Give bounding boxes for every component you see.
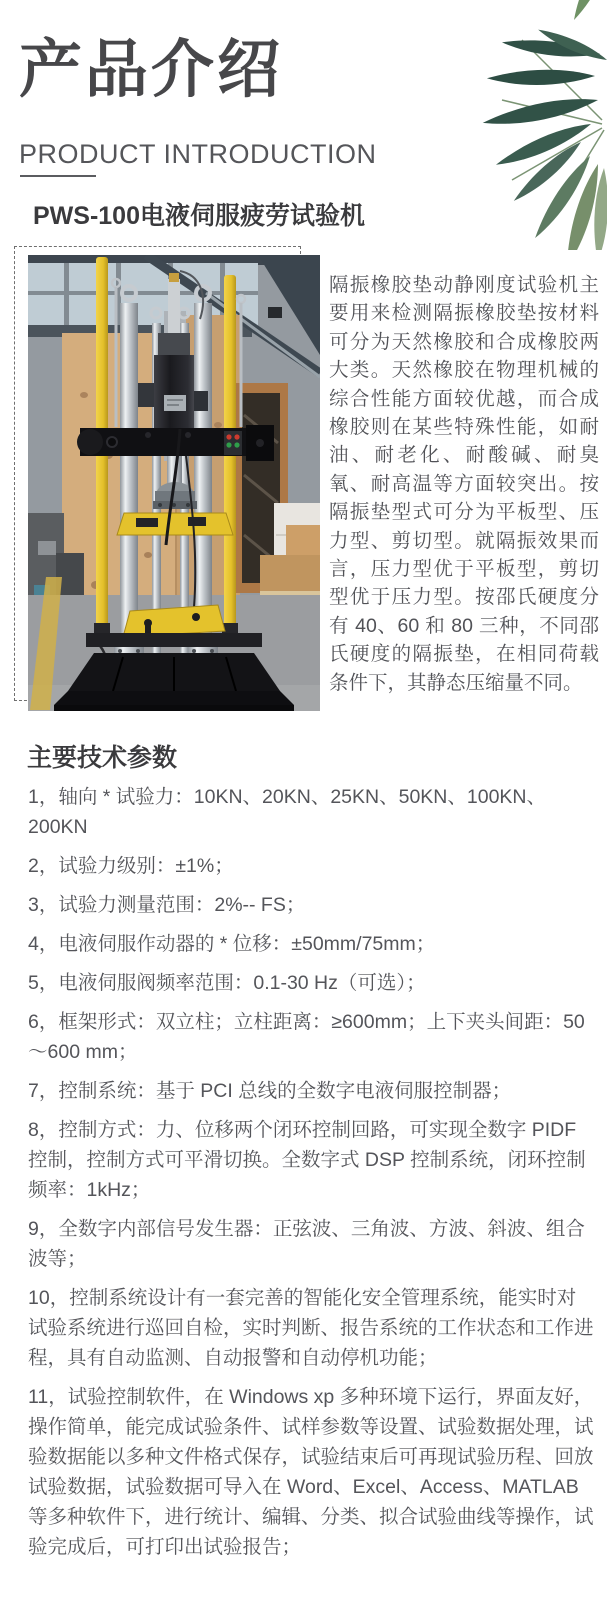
leaf-decoration	[402, 0, 607, 250]
specs-list	[28, 782, 594, 1571]
spec-item: 4，电液伺服作动器的 * 位移：±50mm/75mm；	[28, 933, 436, 955]
page-title: 产品介绍	[19, 35, 283, 105]
specs-heading: 主要技术参数	[27, 744, 178, 772]
spec-item: 1，轴向 * 试验力：10KN、20KN、25KN、50KN、100KN、200KN	[28, 786, 547, 838]
page-subtitle: PRODUCT INTRODUCTION	[19, 139, 377, 169]
spec-item: 10，控制系统设计有一套完善的智能化安全管理系统，能实时对试验系统进行巡回自检，实时判断、报告系统的工作状态和工作进程，具有自动监测、自动报警和自动停机功能；	[28, 1287, 594, 1369]
spec-item: 8，控制方式：力、位移两个闭环控制回路，可实现全数字 PIDF 控制，控制方式可平滑切换。全数字式 DSP 控制系统，闭环控制频率：1kHz；	[28, 1119, 586, 1201]
spec-item: 7，控制系统：基于 PCI 总线的全数字电液伺服控制器；	[28, 1080, 512, 1102]
product-description: 隔振橡胶垫动静刚度试验机主要用来检测隔振橡胶垫按材料可分为天然橡胶和合成橡胶两大类。天然橡胶在物理机械的综合性能方面较优越，而合成橡胶则在某些特殊性能，如耐油、耐老化、耐酸碱、耐臭氧、耐高温等方面较突出。按隔振垫型式可分为平板型、压力型、剪切型。就隔振效果而言，压力型优于平板型，剪切型优于压力型。按邵氏硬度分有 40、60 和 80 三种，不同邵氏硬度的隔振垫，在相同荷载条件下，其静态压缩量不同。	[329, 274, 599, 694]
spec-item: 2，试验力级别：±1%；	[28, 855, 234, 877]
spec-item: 6，框架形式：双立柱；立柱距离：≥600mm；上下夹头间距：50～600 mm；	[28, 1011, 585, 1063]
spec-item: 3，试验力测量范围：2%-- FS；	[28, 894, 306, 916]
palm-leaf-icon	[402, 0, 607, 250]
spec-item: 9，全数字内部信号发生器：正弦波、三角波、方波、斜波、组合波等；	[28, 1218, 585, 1270]
product-name: PWS-100电液伺服疲劳试验机	[33, 202, 365, 230]
product-photo	[28, 255, 320, 711]
subtitle-underline	[20, 175, 96, 177]
spec-item: 11，试验控制软件，在 Windows xp 多种环境下运行，界面友好，操作简单，能完成试验条件、试样参数等设置、试验数据处理，试验数据能以多种文件格式保存，试验结束后可再现试验历程、回放试验数据，试验数据可导入在 Word、Excel、Access、MATLAB 等多种软件下，进行统计、编辑、分类、拟合试验曲线等操作，试验完成后，可打印出试验报告；	[28, 1386, 594, 1558]
spec-item: 5，电液伺服阀频率范围：0.1-30 Hz（可选）；	[28, 972, 426, 994]
